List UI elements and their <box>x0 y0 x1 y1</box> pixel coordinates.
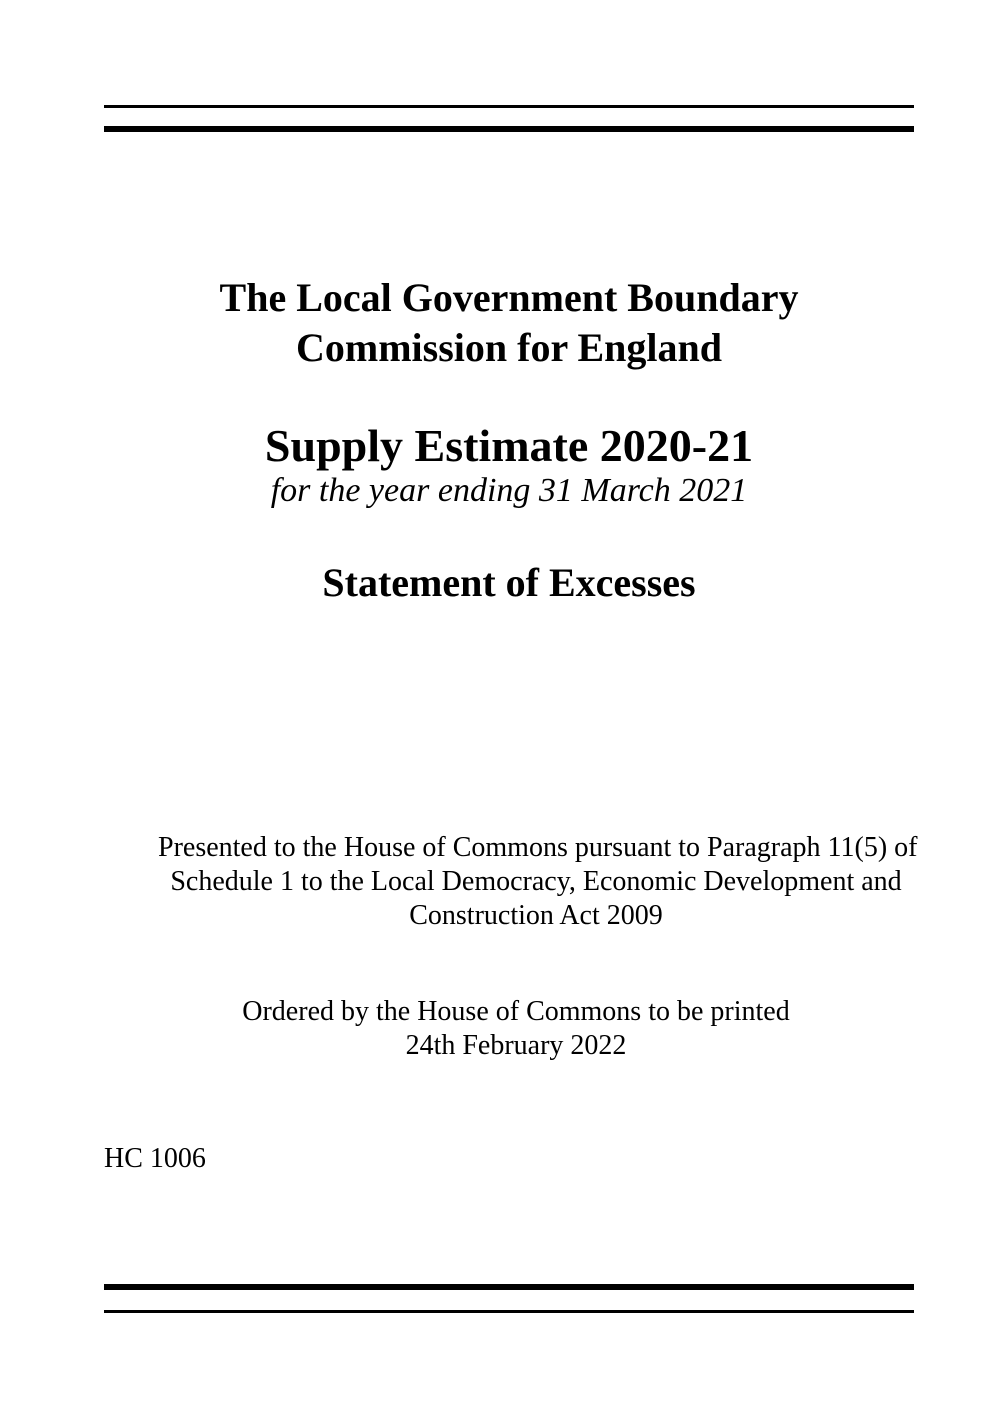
hc-reference: HC 1006 <box>104 1143 206 1174</box>
ordered-statement-line2: 24th February 2022 <box>405 1030 627 1061</box>
organisation-title-line2: Commission for England <box>295 325 722 370</box>
estimate-title: Supply Estimate 2020-21 <box>264 420 754 471</box>
presented-statement-line3: Construction Act 2009 <box>409 900 663 931</box>
bottom-thin-rule <box>104 1310 914 1313</box>
estimate-subtitle: for the year ending 31 March 2021 <box>270 472 748 509</box>
top-thick-rule <box>104 126 914 132</box>
presented-statement-line1: Presented to the House of Commons pursuant to Paragraph 11(5) of <box>158 832 918 863</box>
presented-statement <box>104 831 918 933</box>
presented-statement-line2: Schedule 1 to the Local Democracy, Economic Development and <box>170 866 902 897</box>
organisation-title <box>104 273 914 373</box>
top-thin-rule <box>104 105 914 108</box>
ordered-statement-line1: Ordered by the House of Commons to be printed <box>242 996 790 1027</box>
bottom-thick-rule <box>104 1284 914 1290</box>
organisation-title-line1: The Local Government Boundary <box>219 275 799 320</box>
section-title: Statement of Excesses <box>322 560 696 605</box>
ordered-statement <box>104 995 914 1063</box>
